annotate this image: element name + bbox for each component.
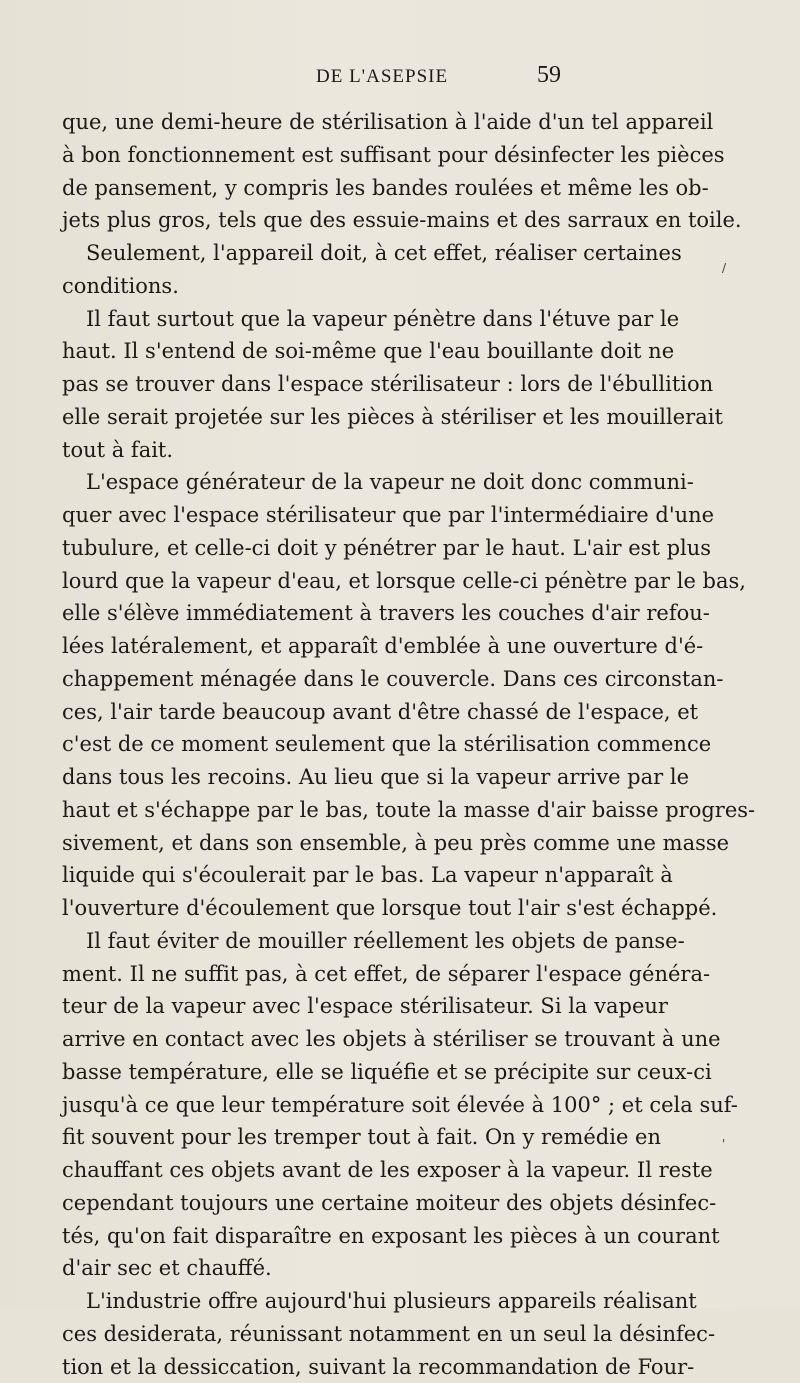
text-line: L'industrie offre aujourd'hui plusieurs appareils réalisant — [62, 1285, 655, 1318]
text-line: elle s'élève immédiatement à travers les couches d'air refou- — [62, 597, 655, 630]
text-line: tion et la dessiccation, suivant la recommandation de Four- — [62, 1351, 655, 1383]
text-line: haut et s'échappe par le bas, toute la masse d'air baisse progres- — [62, 794, 655, 827]
text-line: lées latéralement, et apparaît d'emblée à une ouverture d'é- — [62, 630, 655, 663]
text-line: ces, l'air tarde beaucoup avant d'être chassé de l'espace, et — [62, 696, 655, 729]
margin-mark: ' — [722, 1138, 725, 1150]
text-line: arrive en contact avec les objets à stériliser se trouvant à une — [62, 1023, 655, 1056]
text-line: tubulure, et celle-ci doit y pénétrer par le haut. L'air est plus — [62, 532, 655, 565]
text-line: d'air sec et chauffé. — [62, 1252, 655, 1285]
page-number: 59 — [537, 62, 561, 89]
text-line: fit souvent pour les tremper tout à fait. On y remédie en — [62, 1121, 655, 1154]
text-line: Seulement, l'appareil doit, à cet effet, réaliser certaines — [62, 237, 655, 270]
text-line: elle serait projetée sur les pièces à stériliser et les mouillerait — [62, 401, 655, 434]
text-line: que, une demi-heure de stérilisation à l'aide d'un tel appareil — [62, 106, 655, 139]
text-line: ces desiderata, réunissant notamment en un seul la désinfec- — [62, 1318, 655, 1351]
text-line: lourd que la vapeur d'eau, et lorsque celle-ci pénètre par le bas, — [62, 565, 655, 598]
text-line: teur de la vapeur avec l'espace stérilisateur. Si la vapeur — [62, 990, 655, 1023]
text-line: tés, qu'on fait disparaître en exposant les pièces à un courant — [62, 1220, 655, 1253]
text-line: Il faut surtout que la vapeur pénètre dans l'étuve par le — [62, 303, 655, 336]
text-line: de pansement, y compris les bandes roulées et même les ob- — [62, 172, 655, 205]
text-line: sivement, et dans son ensemble, à peu près comme une masse — [62, 827, 655, 860]
text-line: cependant toujours une certaine moiteur des objets désinfec- — [62, 1187, 655, 1220]
text-line: chauffant ces objets avant de les exposer à la vapeur. Il reste — [62, 1154, 655, 1187]
text-line: ment. Il ne suffit pas, à cet effet, de séparer l'espace généra- — [62, 958, 655, 991]
text-line: Il faut éviter de mouiller réellement les objets de panse- — [62, 925, 655, 958]
running-title: DE L'ASEPSIE — [316, 66, 448, 88]
margin-mark: / — [722, 262, 726, 274]
text-line: tout à fait. — [62, 434, 655, 467]
text-line: jusqu'à ce que leur température soit élevée à 100° ; et cela suf- — [62, 1089, 655, 1122]
text-line: basse température, elle se liquéfie et se précipite sur ceux-ci — [62, 1056, 655, 1089]
text-line: pas se trouver dans l'espace stérilisateur : lors de l'ébullition — [62, 368, 655, 401]
text-line: conditions. — [62, 270, 655, 303]
text-line: quer avec l'espace stérilisateur que par l'intermédiaire d'une — [62, 499, 655, 532]
text-line: liquide qui s'écoulerait par le bas. La vapeur n'apparaît à — [62, 859, 655, 892]
text-line: haut. Il s'entend de soi-même que l'eau bouillante doit ne — [62, 335, 655, 368]
text-line: jets plus gros, tels que des essuie-mains et des sarraux en toile. — [62, 204, 655, 237]
text-line: dans tous les recoins. Au lieu que si la vapeur arrive par le — [62, 761, 655, 794]
body-text — [62, 106, 655, 1383]
text-line: l'ouverture d'écoulement que lorsque tout l'air s'est échappé. — [62, 892, 655, 925]
page-header — [0, 66, 800, 96]
text-line: chappement ménagée dans le couvercle. Dans ces circonstan- — [62, 663, 655, 696]
text-line: L'espace générateur de la vapeur ne doit donc communi- — [62, 466, 655, 499]
text-line: à bon fonctionnement est suffisant pour désinfecter les pièces — [62, 139, 655, 172]
text-line: c'est de ce moment seulement que la stérilisation commence — [62, 728, 655, 761]
